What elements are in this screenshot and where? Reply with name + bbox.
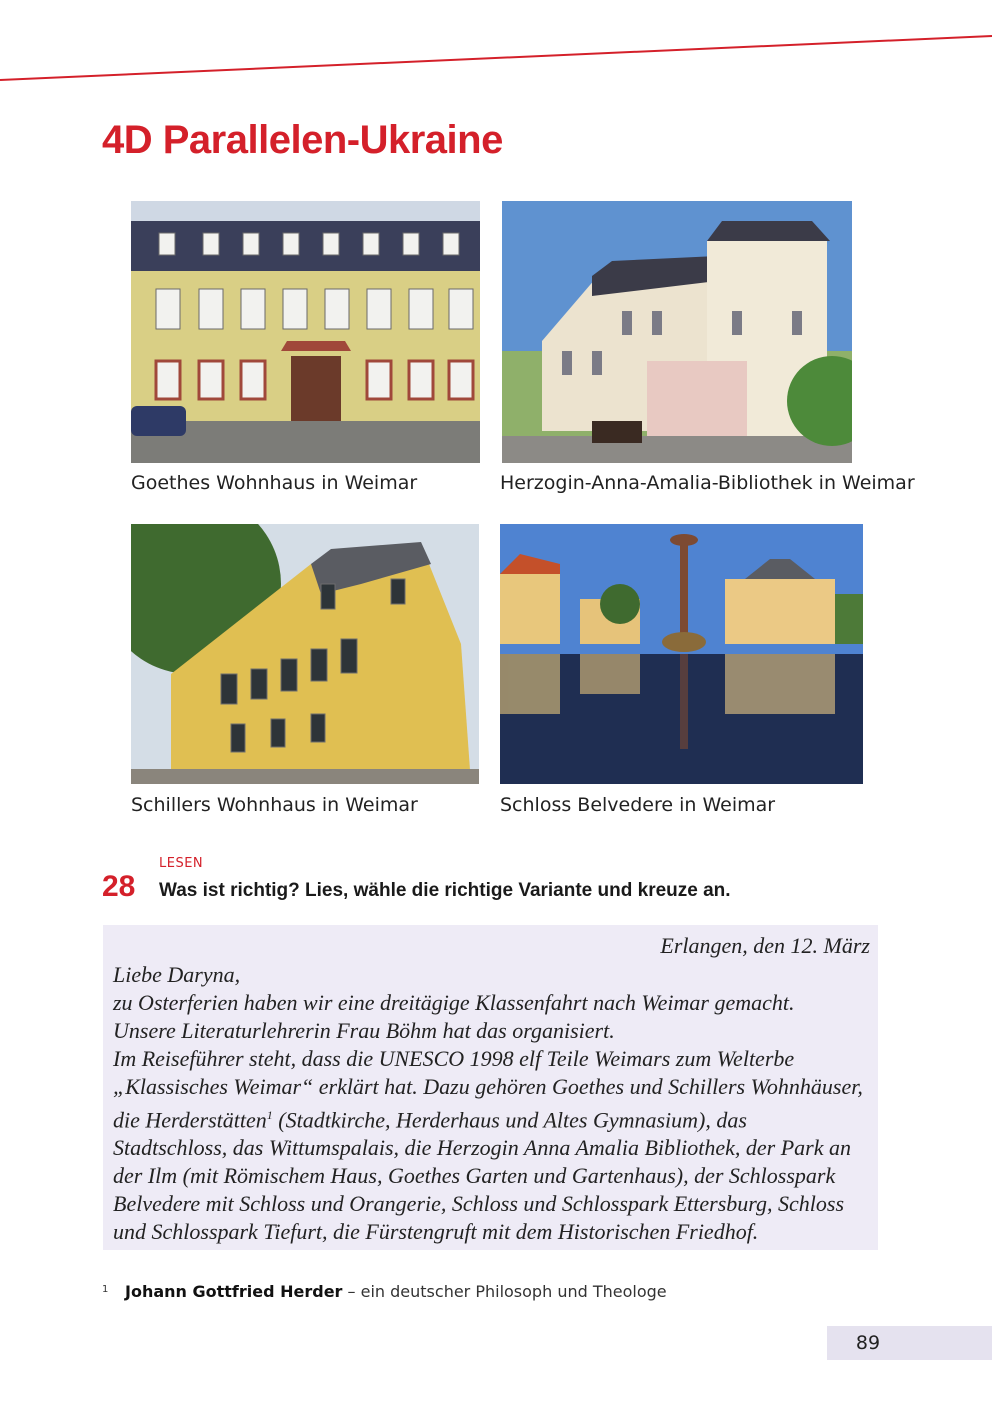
photo-caption: Goethes Wohnhaus in Weimar <box>131 472 418 494</box>
photo-goethe-house <box>131 201 480 463</box>
letter-line: Im Reiseführer steht, dass die UNESCO 1998 elf Teile Weimars zum Welterbe <box>113 1046 795 1071</box>
letter-body <box>113 961 873 1246</box>
page-title: 4D Parallelen-Ukraine <box>102 118 503 162</box>
photo-caption: Schillers Wohnhaus in Weimar <box>131 794 418 816</box>
exercise-instruction: Was ist richtig? Lies, wähle die richtige Variante und kreuze an. <box>159 880 731 901</box>
photo-anna-amalia-library <box>502 201 852 463</box>
letter-line: Unsere Literaturlehrerin Frau Böhm hat das organisiert. <box>113 1018 615 1043</box>
letter-date: Erlangen, den 12. März <box>660 933 870 958</box>
letter-line: „Klassisches Weimar“ erklärt hat. Dazu gehören Goethes und Schillers Wohnhäuser, <box>113 1074 863 1099</box>
photo-caption: Schloss Belvedere in Weimar <box>500 794 776 816</box>
letter-line: und Schlosspark Tiefurt, die Fürstengruft mit dem Historischen Friedhof. <box>113 1219 759 1245</box>
letter-greeting: Liebe Daryna, <box>113 962 241 987</box>
letter-text-box <box>103 925 878 1250</box>
header-rule <box>0 0 992 90</box>
page-number: 89 <box>855 1332 881 1354</box>
letter-line: zu Osterferien haben wir eine dreitägige Klassenfahrt nach Weimar gemacht. <box>113 990 795 1015</box>
letter-line-part: die Herderstätten <box>113 1107 267 1133</box>
letter-line: Belvedere mit Schloss und Orangerie, Schloss und Schlosspark Ettersburg, Schloss <box>113 1191 845 1217</box>
exercise-number: 28 <box>102 870 136 903</box>
exercise-category: LESEN <box>159 856 204 871</box>
letter-line <box>113 1101 873 1134</box>
letter-line: Stadtschloss, das Wittumspalais, die Herzogin Anna Amalia Bibliothek, der Park an <box>113 1135 851 1161</box>
photo-caption: Herzogin-Anna-Amalia-Bibliothek in Weimar <box>500 472 915 494</box>
page-number-tab <box>827 1326 992 1360</box>
footnote-reference: 1 <box>266 1108 273 1122</box>
photo-schiller-house <box>131 524 479 784</box>
photo-schloss-belvedere <box>500 524 863 784</box>
footnote-name: Johann Gottfried Herder <box>125 1282 343 1301</box>
footnote-marker: 1 <box>102 1284 109 1295</box>
footnote-text: – ein deutscher Philosoph und Theologe <box>342 1282 667 1301</box>
letter-line: der Ilm (mit Römischem Haus, Goethes Garten und Gartenhaus), der Schlosspark <box>113 1163 836 1189</box>
footnote <box>125 1282 667 1301</box>
letter-line-part: (Stadtkirche, Herderhaus und Altes Gymnasium), das <box>278 1107 747 1133</box>
